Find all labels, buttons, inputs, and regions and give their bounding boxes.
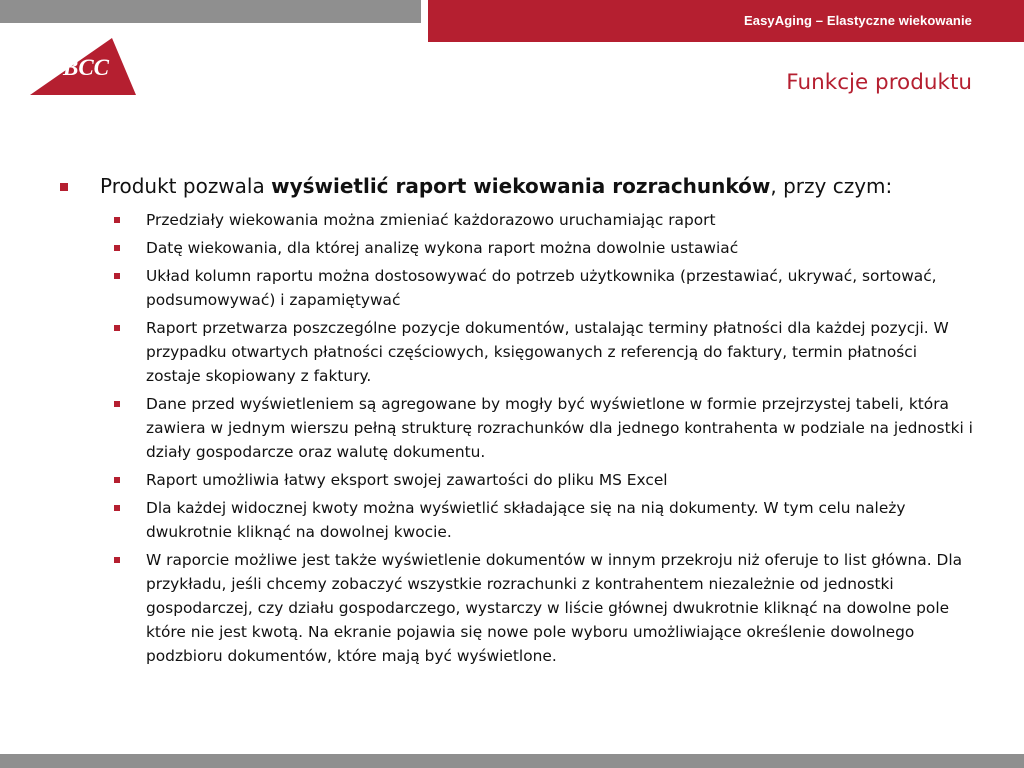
bullet-square-icon bbox=[114, 477, 120, 483]
list-item-text: W raporcie możliwe jest także wyświetlenie dokumentów w innym przekroju niż oferuje to list główna. Dla przykładu, jeśli chcemy zobaczyć wszystkie rozrachunki z kontrahentem niezależnie od jednostki gospodarczej, czy działu gospodarczego, wystarczy w liście głównej dwukrotnie kliknąć na dowolne pole które nie jest kwotą. Na ekranie pojawia się nowe pole wyboru umożliwiające określenie dowolnego podzbioru dokumentów, które mają być wyświetlone. bbox=[146, 551, 963, 665]
bcc-logo bbox=[30, 38, 136, 96]
slide-content bbox=[58, 170, 976, 672]
intro-prefix: Produkt pozwala bbox=[100, 174, 272, 198]
bullet-square-icon bbox=[114, 325, 120, 331]
sub-bullet-list bbox=[58, 208, 976, 668]
bullet-square-icon bbox=[114, 505, 120, 511]
list-item bbox=[58, 316, 976, 388]
list-item bbox=[58, 548, 976, 668]
list-item-text: Układ kolumn raportu można dostosowywać do potrzeb użytkownika (przestawiać, ukrywać, sortować, podsumowywać) i zapamiętywać bbox=[146, 267, 937, 309]
top-gray-band bbox=[0, 0, 421, 23]
list-item bbox=[58, 208, 976, 232]
bullet-square-icon bbox=[114, 245, 120, 251]
list-item-text: Datę wiekowania, dla której analizę wykona raport można dowolnie ustawiać bbox=[146, 239, 739, 257]
bullet-square-icon bbox=[114, 217, 120, 223]
intro-suffix: , przy czym: bbox=[770, 174, 893, 198]
list-item bbox=[58, 236, 976, 260]
bullet-square-icon bbox=[114, 557, 120, 563]
list-item bbox=[58, 264, 976, 312]
list-item bbox=[58, 392, 976, 464]
slide-title: Funkcje produktu bbox=[786, 70, 972, 95]
list-item-text: Raport przetwarza poszczególne pozycje dokumentów, ustalając terminy płatności dla każdej pozycji. W przypadku otwartych płatności częściowych, księgowanych z referencją do faktury, termin płatności zostaje skopiowany z faktury. bbox=[146, 319, 949, 385]
list-item-text: Dane przed wyświetleniem są agregowane by mogły być wyświetlone w formie przejrzystej tabeli, która zawiera w jednym wierszu pełną strukturę rozrachunków dla jednego kontrahenta w podziale na jednostki i działy gospodarcze oraz walutę dokumentu. bbox=[146, 395, 973, 461]
bullet-square-icon bbox=[60, 183, 68, 191]
list-item bbox=[58, 468, 976, 492]
intro-bold: wyświetlić raport wiekowania rozrachunków bbox=[271, 174, 771, 198]
bullet-square-icon bbox=[114, 401, 120, 407]
list-item-text: Raport umożliwia łatwy eksport swojej zawartości do pliku MS Excel bbox=[146, 471, 668, 489]
bullet-square-icon bbox=[114, 273, 120, 279]
app-title: EasyAging – Elastyczne wiekowanie bbox=[743, 13, 972, 28]
list-item bbox=[58, 496, 976, 544]
list-item-text: Przedziały wiekowania można zmieniać każdorazowo uruchamiając raport bbox=[146, 211, 716, 229]
footer-bar bbox=[0, 754, 1024, 768]
logo-text: BCC bbox=[62, 55, 110, 80]
header-banner bbox=[428, 0, 1024, 42]
main-bullet bbox=[58, 170, 976, 202]
list-item-text: Dla każdej widocznej kwoty można wyświetlić składające się na nią dokumenty. W tym celu należy dwukrotnie kliknąć na dowolnej kwocie. bbox=[146, 499, 906, 541]
bcc-logo-icon bbox=[30, 38, 136, 96]
